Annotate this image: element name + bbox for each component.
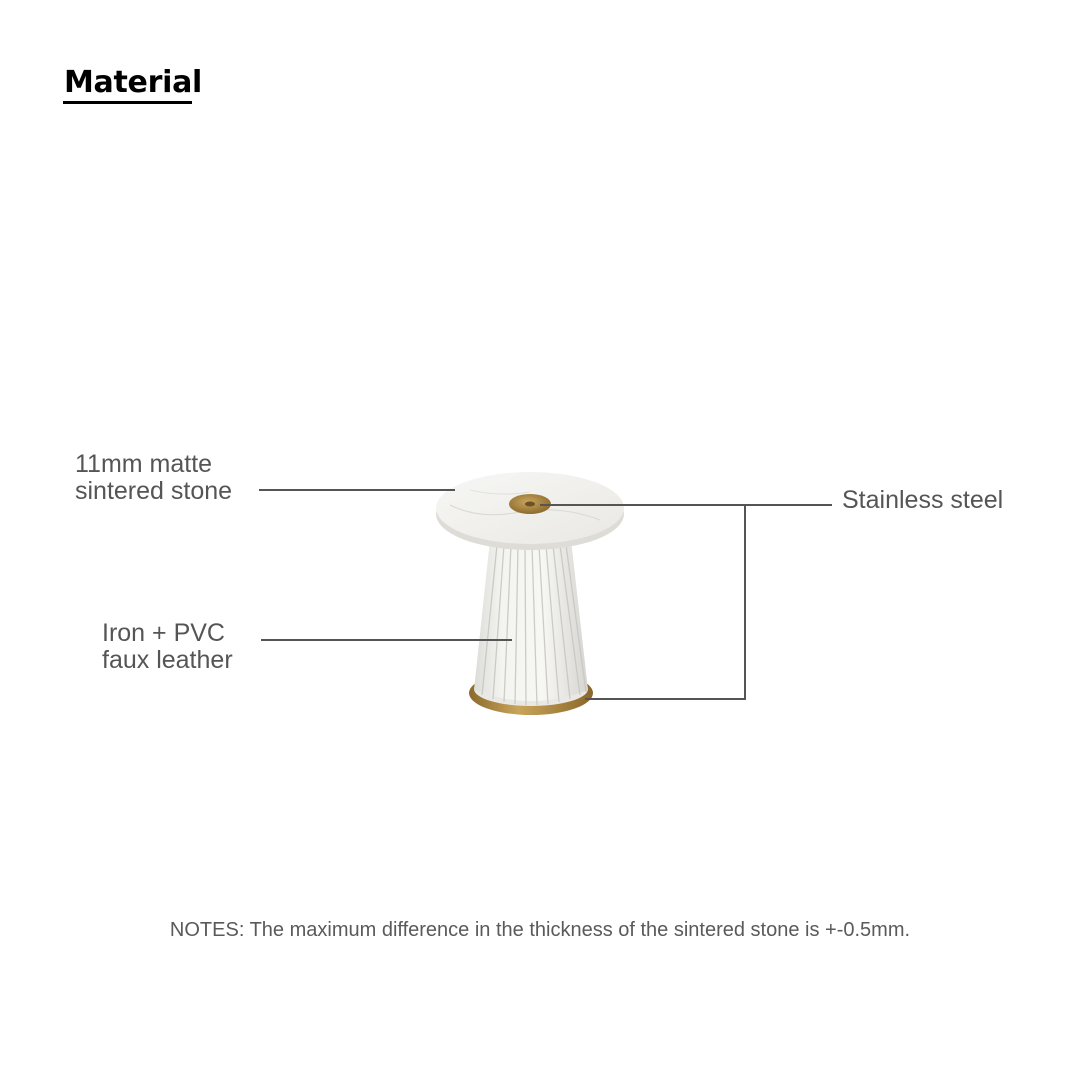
page-title: Material bbox=[64, 65, 202, 100]
callout-iron-line1: Iron + PVC bbox=[102, 619, 225, 647]
notes-text: NOTES: The maximum difference in the thickness of the sintered stone is +-0.5mm. bbox=[169, 919, 911, 941]
callout-stone-line1: 11mm matte bbox=[75, 450, 213, 478]
sintered-stone-top bbox=[436, 472, 624, 550]
callout-steel-line1: Stainless steel bbox=[842, 486, 1004, 514]
callout-stainless-steel bbox=[842, 487, 1003, 514]
pleated-base bbox=[474, 540, 588, 705]
callout-sintered-stone bbox=[75, 451, 232, 505]
callout-stone-line2: sintered stone bbox=[75, 477, 233, 505]
callout-iron-line2: faux leather bbox=[102, 646, 233, 674]
callout-iron-pvc bbox=[102, 620, 233, 674]
